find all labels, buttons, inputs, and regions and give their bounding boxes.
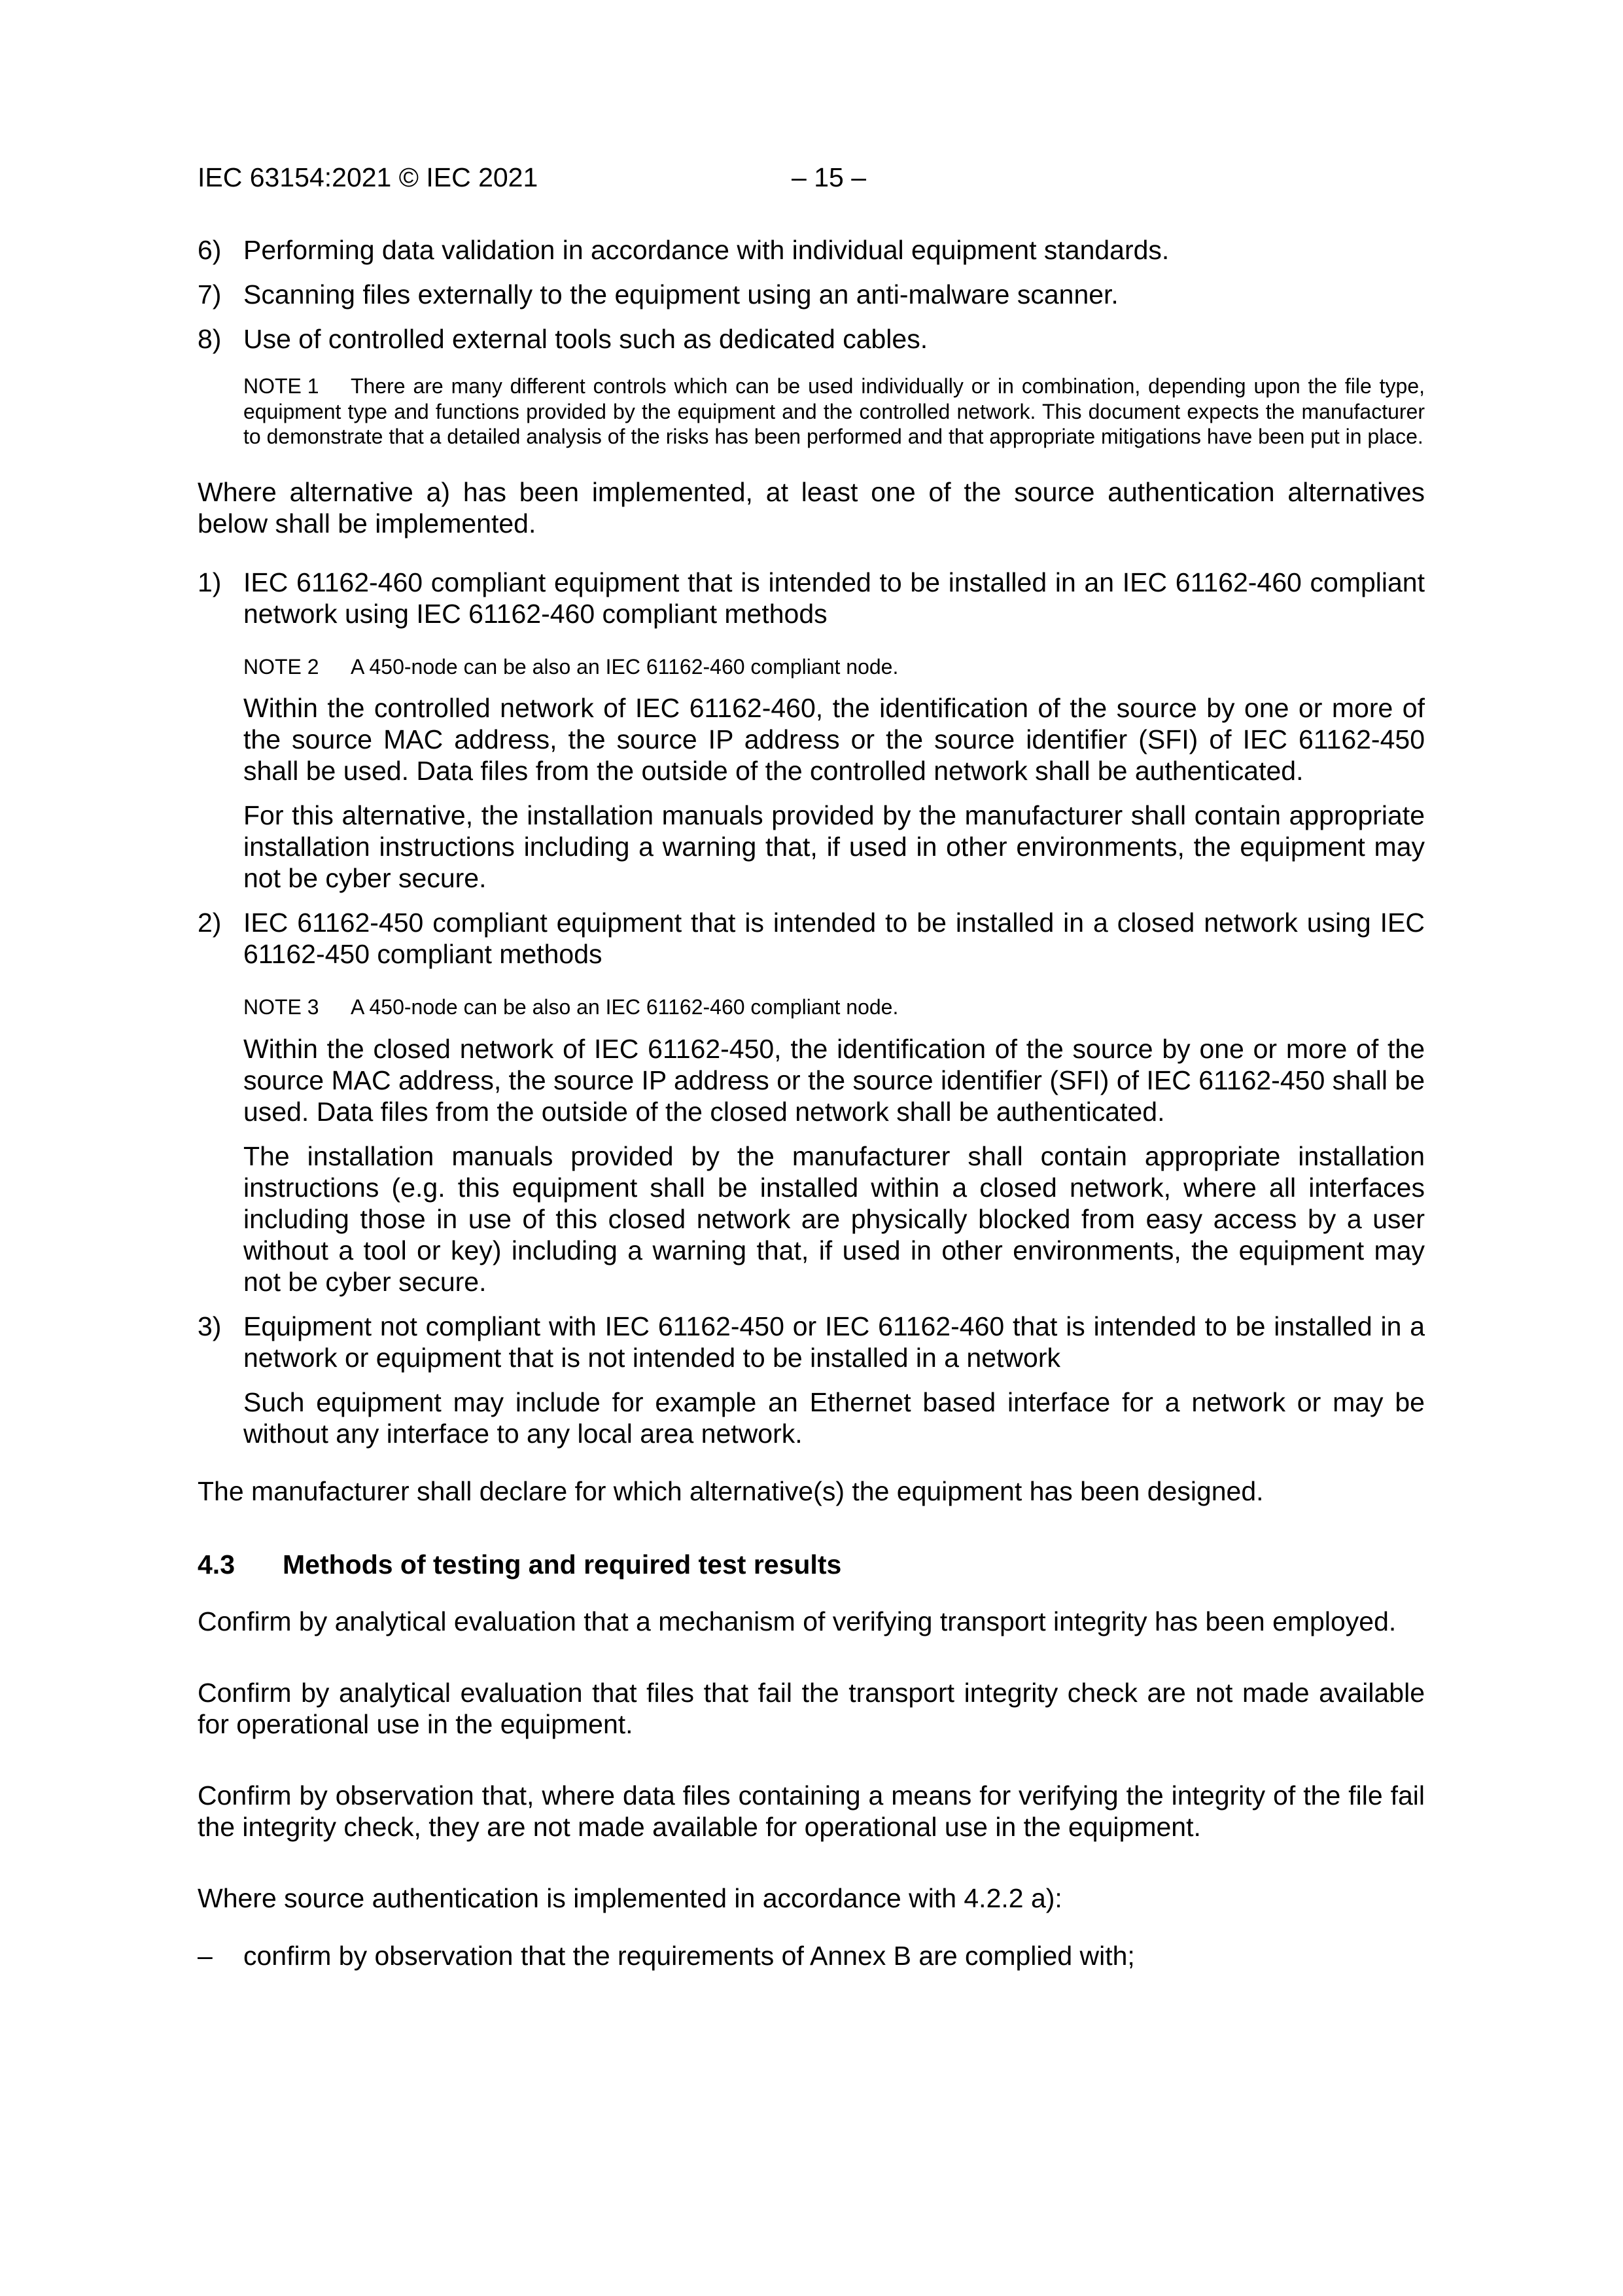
list-item-number: 7) xyxy=(198,279,222,309)
list-item-text: IEC 61162-450 compliant equipment that is intended to be installed in a closed network using IEC 61162-450 compliant methods xyxy=(243,908,1425,969)
paragraph: Confirm by observation that, where data files containing a means for verifying the integrity of the file fail the integrity check, they are not made available for operational use in the equipment. xyxy=(198,1780,1425,1842)
dash-bullet: – xyxy=(198,1940,213,1971)
note-text: A 450-node can be also an IEC 61162-460 compliant node. xyxy=(351,995,899,1019)
list-item xyxy=(198,907,1425,970)
list-item xyxy=(198,1311,1425,1373)
list-item-text: Use of controlled external tools such as dedicated cables. xyxy=(243,324,928,354)
paragraph: Within the closed network of IEC 61162-450, the identification of the source by one or more of the source MAC address, the source IP address or the source identifier (SFI) of IEC 61162-450 shall be used. Data files from the outside of the closed network shall be authenticated. xyxy=(243,1033,1425,1127)
note-text: There are many different controls which can be used individually or in combination, depending upon the file type, equipment type and functions provided by the equipment and the controlled network. This document expects the manufacturer to demonstrate that a detailed analysis of the risks has been performed and that appropriate mitigations have been put in place. xyxy=(243,374,1425,448)
note-1 xyxy=(198,374,1425,450)
list-item xyxy=(198,323,1425,355)
dash-list-item xyxy=(198,1940,1425,1971)
paragraph: Such equipment may include for example an Ethernet based interface for a network or may be without any interface to any local area network. xyxy=(243,1386,1425,1449)
list-item-number: 3) xyxy=(198,1311,222,1341)
header-doc-ref: IEC 63154:2021 © IEC 2021 xyxy=(198,162,538,192)
paragraph-declare: The manufacturer shall declare for which alternative(s) the equipment has been designed. xyxy=(198,1475,1264,1506)
section-heading xyxy=(198,1549,1425,1580)
list-item xyxy=(198,567,1425,629)
list-item-number: 6) xyxy=(198,235,222,265)
paragraph: For this alternative, the installation manuals provided by the manufacturer shall contain appropriate installation instructions including a warning that, if used in other environments, the equipment may not be cyber secure. xyxy=(243,800,1425,893)
paragraph: The installation manuals provided by the manufacturer shall contain appropriate installation instructions (e.g. this equipment shall be installed within a closed network, where all interfaces including those in use of this closed network are physically blocked from easy access by a user without a tool or key) including a warning that, if used in other environments, the equipment may not be cyber secure. xyxy=(243,1140,1425,1297)
section-number: 4.3 xyxy=(198,1549,235,1580)
paragraph: Where source authentication is implemented in accordance with 4.2.2 a): xyxy=(198,1882,1062,1913)
note-label: NOTE 3 xyxy=(243,995,319,1019)
paragraph: Confirm by analytical evaluation that files that fail the transport integrity check are not made available for operational use in the equipment. xyxy=(198,1677,1425,1739)
paragraph: Within the controlled network of IEC 61162-460, the identification of the source by one or more of the source MAC address, the source IP address or the source identifier (SFI) of IEC 61162-450 shall be used. Data files from the outside of the controlled network shall be authenticated. xyxy=(243,693,1425,786)
list-item xyxy=(198,279,1425,310)
note-label: NOTE 1 xyxy=(243,374,319,398)
paragraph: Confirm by analytical evaluation that a mechanism of verifying transport integrity has been employed. xyxy=(198,1606,1397,1636)
list-item-text: Equipment not compliant with IEC 61162-450 or IEC 61162-460 that is intended to be installed in a network or equipment that is not intended to be installed in a network xyxy=(243,1311,1425,1373)
main-content xyxy=(198,234,1425,1971)
list-item-number: 2) xyxy=(198,908,222,938)
note-label: NOTE 2 xyxy=(243,654,319,679)
note-3 xyxy=(198,995,1425,1020)
note-2 xyxy=(198,654,1425,680)
note-text: A 450-node can be also an IEC 61162-460 compliant node. xyxy=(351,654,899,679)
dash-item-text: confirm by observation that the requirements of Annex B are complied with; xyxy=(243,1940,1135,1971)
list-item-text: Performing data validation in accordance with individual equipment standards. xyxy=(243,235,1170,265)
paragraph-alternative: Where alternative a) has been implemented, at least one of the source authentication alternatives below shall be implemented. xyxy=(198,476,1425,539)
list-item-text: Scanning files externally to the equipment using an anti-malware scanner. xyxy=(243,279,1119,309)
section-title: Methods of testing and required test results xyxy=(283,1549,842,1580)
list-item-number: 8) xyxy=(198,324,222,354)
header-page-number: – 15 – xyxy=(792,162,866,192)
list-item-number: 1) xyxy=(198,567,222,597)
list-item-text: IEC 61162-460 compliant equipment that is intended to be installed in an IEC 61162-460 compliant network using IEC 61162-460 compliant methods xyxy=(243,567,1425,629)
list-item xyxy=(198,234,1425,266)
